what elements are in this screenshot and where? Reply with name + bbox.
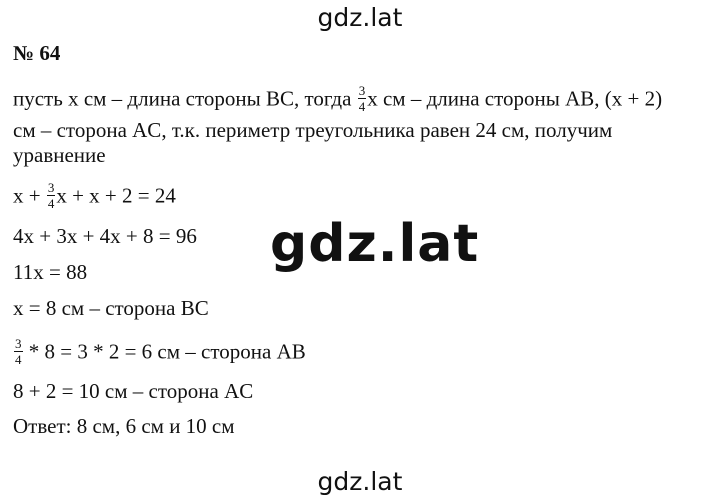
answer-line: Ответ: 8 см, 6 см и 10 см <box>13 414 235 438</box>
equation-6: 8 + 2 = 10 см – сторона AC <box>13 379 254 403</box>
watermark-bottom: gdz.lat <box>317 467 403 496</box>
fraction-three-quarters <box>358 84 367 113</box>
equation-5-rest: * 8 = 3 * 2 = 6 см – сторона AB <box>23 339 306 364</box>
fraction-numerator: 3 <box>358 83 366 98</box>
equation-2: 4x + 3x + 4x + 8 = 96 <box>13 224 197 248</box>
equation-3: 11x = 88 <box>13 260 88 284</box>
fraction-numerator: 3 <box>47 180 55 195</box>
equation-5 <box>13 336 306 368</box>
intro-line-1-end: x см – длина стороны AB, (x + 2) <box>367 86 663 111</box>
fraction-denominator: 4 <box>15 352 22 367</box>
equation-1-start: x + <box>13 183 46 208</box>
equation-1 <box>13 180 176 212</box>
fraction-three-quarters <box>47 181 56 210</box>
intro-line-3: уравнение <box>13 143 106 167</box>
fraction-denominator: 4 <box>358 99 366 114</box>
watermark-middle: gdz.lat <box>270 214 480 274</box>
fraction-denominator: 4 <box>47 196 55 211</box>
fraction-numerator: 3 <box>15 336 22 351</box>
equation-4: x = 8 см – сторона BC <box>13 296 209 320</box>
intro-line-1-start: пусть x см – длина стороны BC, тогда <box>13 86 357 111</box>
intro-line-2: см – сторона AC, т.к. периметр треугольника равен 24 см, получим <box>13 118 613 142</box>
equation-1-end: x + x + 2 = 24 <box>56 183 176 208</box>
intro-line-1 <box>13 83 663 115</box>
watermark-top: gdz.lat <box>317 3 403 32</box>
fraction-three-quarters <box>14 337 23 366</box>
problem-number: № 64 <box>13 41 61 65</box>
